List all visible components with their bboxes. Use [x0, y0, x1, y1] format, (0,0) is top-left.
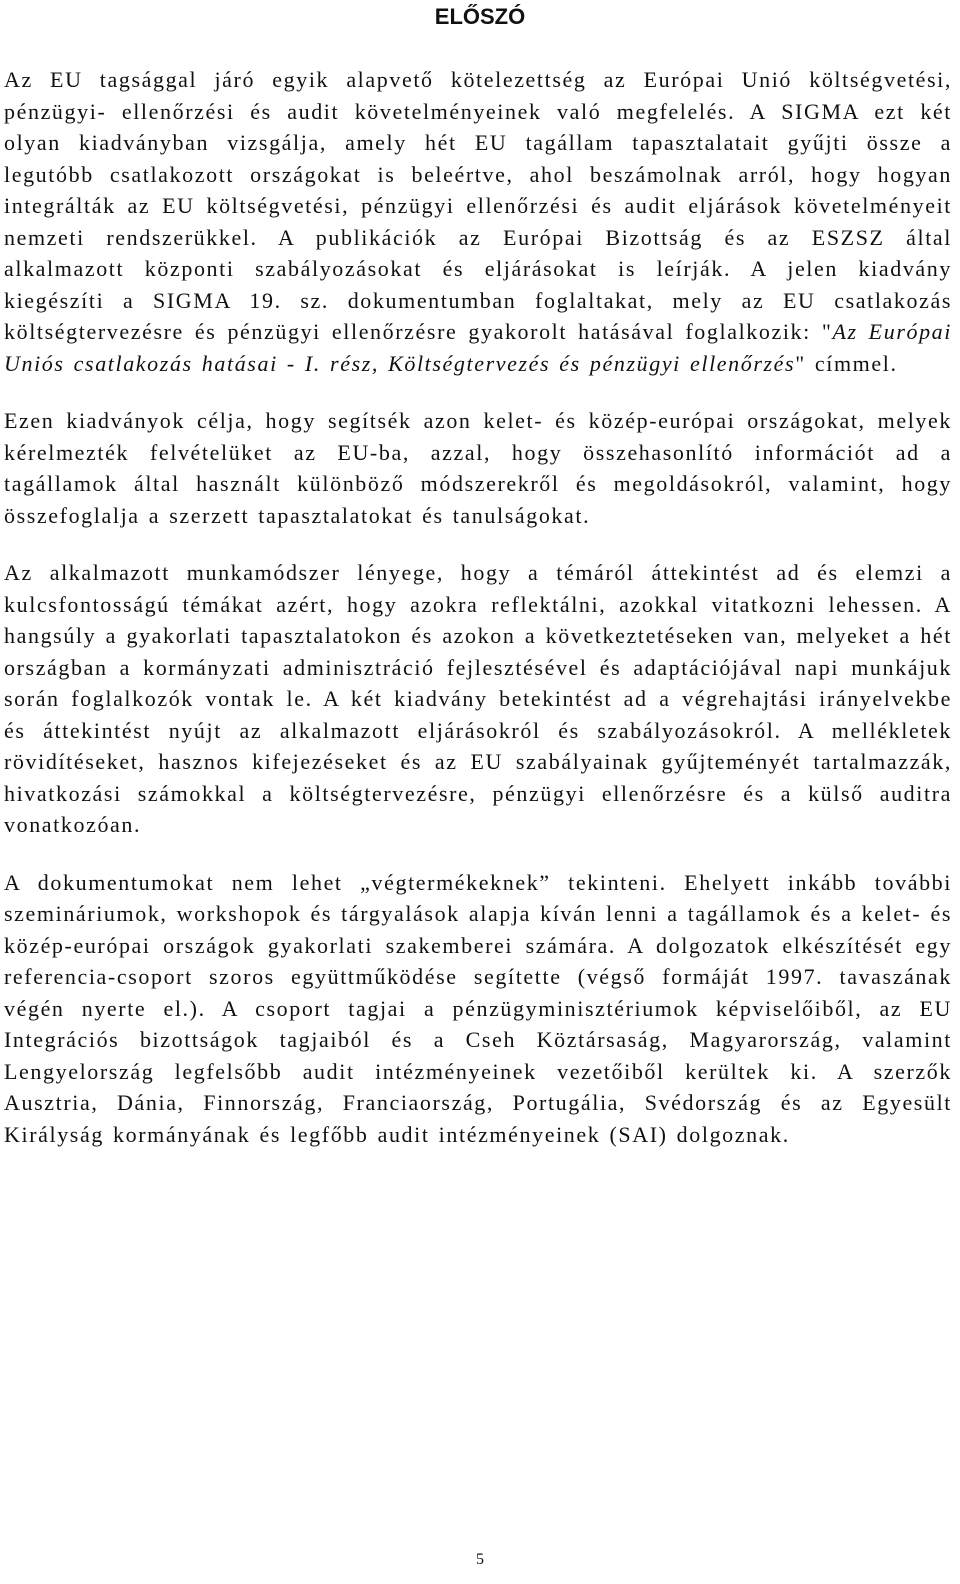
paragraph-2: Ezen kiadványok célja, hogy segítsék azon kelet- és közép-európai országokat, melyek kérelmezték felvételüket az EU-ba, azzal, hogy összehasonlító információt ad a tagállamok által használt különböző módszerekről és megoldásokról, valamint, hogy összefoglalja a szerzett tapasztalatokat és tanulságokat. [4, 408, 952, 528]
paragraph-1 [4, 64, 952, 379]
page-title: ELŐSZÓ [434, 4, 526, 29]
paragraph-4: A dokumentumokat nem lehet „végtermékeknek” tekinteni. Ehelyett inkább további szemináriumok, workshopok és tárgyalások alapja kíván lenni a tagállamok és a kelet- és közép-európai országok gyakorlati szakemberei számára. A dolgozatok elkészítését egy referencia-csoport szoros együttműködése segítette (végső formáját 1997. tavaszának végén nyerte el.). A csoport tagjai a pénzügyminisztériumok képviselőiből, az EU Integrációs bizottságok tagjaiból és a Cseh Köztársaság, Magyarország, valamint Lengyelország legfelsőbb audit intézményeinek vezetőiből kerültek ki. A szerzők Ausztria, Dánia, Finnország, Franciaország, Portugália, Svédország és az Egyesült Királyság kormányának és legfőbb audit intézményeinek (SAI) dolgoznak. [4, 869, 952, 1147]
body-text [4, 64, 952, 1176]
publication-title: Az Európai Uniós csatlakozás hatásai - I. rész, Költségtervezés és pénzügyi ellenőrzés [4, 319, 952, 376]
page-number: 5 [476, 1551, 484, 1568]
paragraph-1-end: " címmel. [795, 350, 898, 376]
paragraph-1-text: Az EU tagsággal járó egyik alapvető kötelezettség az Európai Unió költségvetési, pénzügyi- ellenőrzési és audit követelményeinek való megfelelés. A SIGMA ezt két olyan kiadványban vizsgálja, amely hét EU tagállam tapasztalatait gyűjti össze a legutóbb csatlakozott országokat is beleértve, ahol beszámolnak arról, hogy hogyan integrálták az EU költségvetési, pénzügyi ellenőrzési és audit eljárások követelményeit nemzeti rendszerükkel. A publikációk az Európai Bizottság és az ESZSZ által alkalmazott központi szabályozásokat és eljárásokat is leírják. A jelen kiadvány kiegészíti a SIGMA 19. sz. dokumentumban foglaltakat, mely az EU csatlakozás költségtervezésre és pénzügyi ellenőrzésre gyakorolt hatásával foglalkozik: " [4, 67, 952, 344]
paragraph-3: Az alkalmazott munkamódszer lényege, hogy a témáról áttekintést ad és elemzi a kulcsfontosságú témákat azért, hogy azokra reflektálni, azokkal vitatkozni lehessen. A hangsúly a gyakorlati tapasztalatokon és azokon a következtetéseken van, melyeket a hét országban a kormányzati adminisztráció fejlesztésével és adaptációjával napi munkájuk során foglalkozók vontak le. A két kiadvány betekintést ad a végrehajtási irányelvekbe és áttekintést nyújt az alkalmazott eljárásokról és szabályozásokról. A mellékletek rövidítéseket, hasznos kifejezéseket és az EU szabályainak gyűjteményét tartalmazzák, hivatkozási számokkal a költségtervezésre, pénzügyi ellenőrzésre és a külső auditra vonatkozóan. [4, 560, 952, 837]
